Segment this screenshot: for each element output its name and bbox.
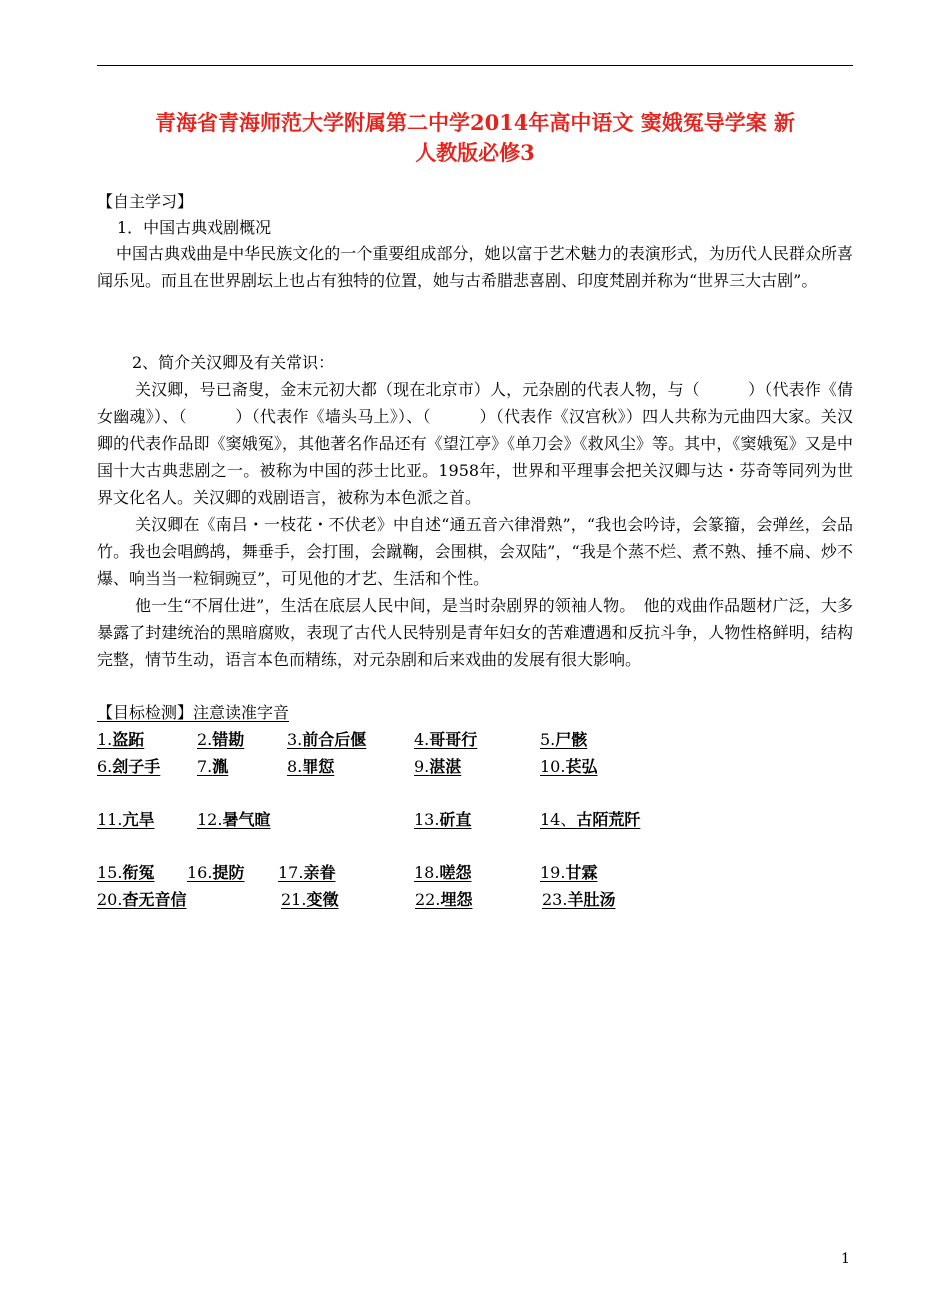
vocab-item: 19.甘霖 (540, 863, 598, 882)
item2-paragraph-1: 关汉卿，号已斋叟，金末元初大都（现在北京市）人，元杂剧的代表人物，与（ ）（代表作《倩女幽魂》）、（ ）（代表作《墙头马上》）、（ ）（代表作《汉宫秋》）四人共称为元曲四大家。关汉卿的代表作品即《窦娥冤》，其他著名作品还有《望江亭》《单刀会》《救风尘》等。其中，《窦娥冤》又是中国十大古典悲剧之一。被称为中国的莎士比亚。1958年，世界和平理事会把关汉卿与达・芬奇等同列为世界文化名人。关汉卿的戏剧语言，被称为本色派之首。 (97, 380, 853, 507)
vocab-row-5 (97, 888, 853, 912)
vocab-row-4 (97, 861, 853, 885)
item2-paragraph-3: 他一生“不屑仕进”，生活在底层人民中间，是当时杂剧界的领袖人物。 他的戏曲作品题材广泛，大多暴露了封建统治的黑暗腐败，表现了古代人民特别是青年妇女的苦难遭遇和反抗斗争，人物性格鲜明，结构完整，情节生动，语言本色而精练，对元杂剧和后来戏曲的发展有很大影响。 (97, 596, 853, 669)
vocab-item: 1.盗跖 (97, 730, 145, 749)
vocab-item: 13.斫直 (414, 810, 472, 829)
item2-paragraph-2: 关汉卿在《南吕・一枝花・不伏老》中自述“通五音六律滑熟”，“我也会吟诗，会篆籀，会弹丝，会品竹。我也会唱鹧鸪，舞垂手，会打围，会蹴鞠，会围棋，会双陆”，“我是个蒸不烂、煮不熟、捶不扁、炒不爆、响当当一粒铜豌豆”，可见他的才艺、生活和个性。 (97, 515, 853, 588)
vocab-item: 4.哥哥行 (414, 730, 478, 749)
document-title (97, 108, 853, 168)
vocab-item: 18.嗟怨 (414, 863, 472, 882)
title-line-1: 青海省青海师范大学附属第二中学2014年高中语文 窦娥冤导学案 新 (154, 110, 796, 135)
vocab-item: 22.埋怨 (415, 890, 473, 909)
header-rule (97, 65, 853, 66)
vocab-item: 6.刽子手 (97, 757, 161, 776)
vocab-item: 7.湚 (197, 757, 229, 776)
vocab-row-1 (97, 728, 853, 752)
vocab-item: 20.杳无音信 (97, 890, 187, 909)
vocab-item: 8.罪愆 (287, 757, 335, 776)
vocab-item: 5.尸骸 (540, 730, 588, 749)
item1-paragraph: 中国古典戏曲是中华民族文化的一个重要组成部分，她以富于艺术魅力的表演形式，为历代人民群众所喜闻乐见。而且在世界剧坛上也占有独特的位置，她与古希腊悲喜剧、印度梵剧并称为“世界三大古剧”。 (97, 244, 853, 290)
vocab-item: 9.湛湛 (414, 757, 462, 776)
page-number: 1 (841, 1251, 850, 1267)
item2-title: 2、简介关汉卿及有关常识： (132, 353, 335, 372)
vocab-item: 17.亲眷 (278, 863, 336, 882)
title-line-2: 人教版必修3 (415, 140, 535, 165)
vocab-item: 14、古陌荒阡 (540, 810, 641, 829)
section-heading-self-study: 【自主学习】 (97, 192, 194, 211)
vocab-item: 23.羊肚汤 (542, 890, 616, 909)
vocab-item: 21.变徵 (281, 890, 339, 909)
vocab-item: 10.苌弘 (540, 757, 598, 776)
vocab-item: 16.提防 (187, 863, 245, 882)
vocab-item: 15.衔冤 (97, 863, 155, 882)
vocab-item: 3.前合后偃 (287, 730, 367, 749)
item1-title: 1．中国古典戏剧概况 (117, 218, 272, 237)
vocab-item: 2.错勘 (197, 730, 245, 749)
vocab-row-3 (97, 808, 853, 832)
vocab-row-2 (97, 755, 853, 779)
vocab-item: 12.暑气暄 (197, 810, 271, 829)
section-heading-target-check: 【目标检测】注意读准字音 (97, 703, 290, 722)
vocab-item: 11.亢旱 (97, 810, 155, 829)
